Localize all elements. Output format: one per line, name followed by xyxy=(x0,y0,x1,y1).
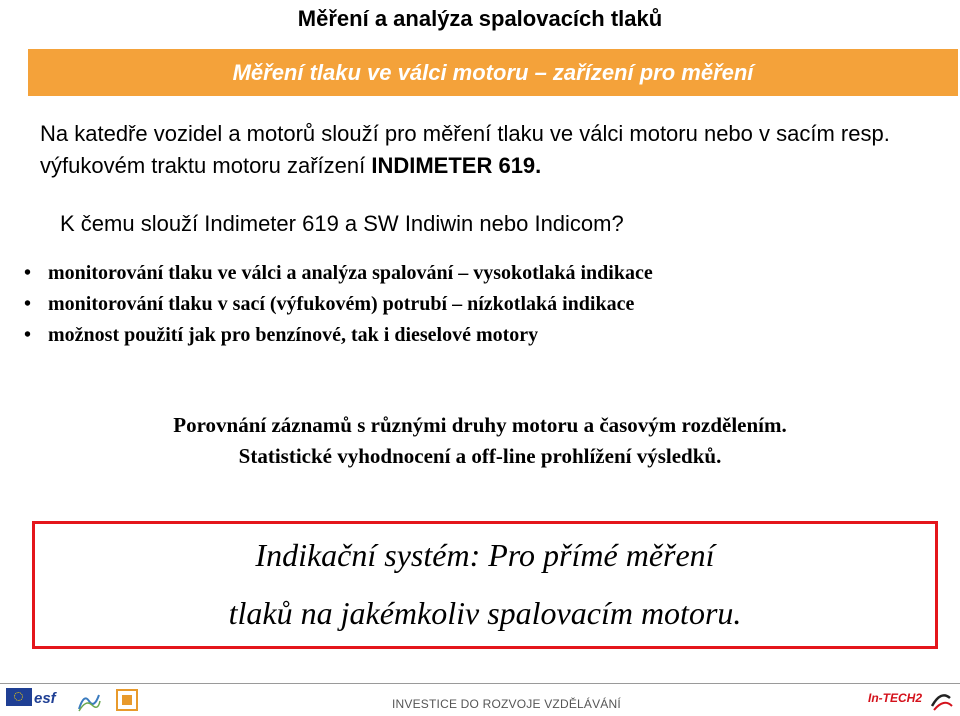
esf-logo: esf xyxy=(34,690,56,707)
section-banner-text: Měření tlaku ve válci motoru – zařízení pro měření xyxy=(232,59,754,85)
comparison-line: Porovnání záznamů s různými druhy motoru a časovým rozdělením. xyxy=(173,413,787,437)
highlight-box xyxy=(32,521,938,649)
question-text: K čemu slouží Indimeter 619 a SW Indiwin nebo Indicom? xyxy=(60,211,624,236)
feature-list xyxy=(24,258,653,351)
intro-text: Na katedře vozidel a motorů slouží pro měření tlaku ve válci motoru nebo v sacím resp. výfukovém traktu motoru zařízení xyxy=(40,121,890,178)
intech-logo: In-TECH2 xyxy=(868,691,922,705)
section-banner xyxy=(28,49,958,96)
list-item xyxy=(24,289,653,320)
page-title: Měření a analýza spalovacích tlaků xyxy=(297,6,663,31)
eu-flag-icon xyxy=(6,688,32,706)
list-item xyxy=(24,320,653,351)
list-item-text: monitorování tlaku ve válci a analýza spalování – vysokotlaká indikace xyxy=(48,262,653,284)
intech-swirl-icon xyxy=(928,688,954,712)
footer-divider xyxy=(0,683,960,684)
highlight-line: Indikační systém: Pro přímé měření xyxy=(255,537,715,573)
footer-text: INVESTICE DO ROZVOJE VZDĚLÁVÁNÍ xyxy=(392,697,621,711)
op-logo-icon xyxy=(116,689,138,711)
intro-paragraph xyxy=(40,118,940,182)
device-name: INDIMETER 619. xyxy=(371,153,542,178)
list-item-text: možnost použití jak pro benzínové, tak i dieselové motory xyxy=(48,324,539,346)
highlight-line: tlaků na jakémkoliv spalovacím motoru. xyxy=(228,595,742,631)
comparison-line: Statistické vyhodnocení a off-line prohlížení výsledků. xyxy=(238,444,722,468)
msmt-logo-icon xyxy=(76,689,102,713)
bullet-icon: • xyxy=(24,324,32,346)
list-item-text: monitorování tlaku v sací (výfukovém) potrubí – nízkotlaká indikace xyxy=(48,293,635,315)
list-item xyxy=(24,258,653,289)
bullet-icon: • xyxy=(24,293,32,315)
comparison-text xyxy=(0,410,960,472)
bullet-icon: • xyxy=(24,262,32,284)
